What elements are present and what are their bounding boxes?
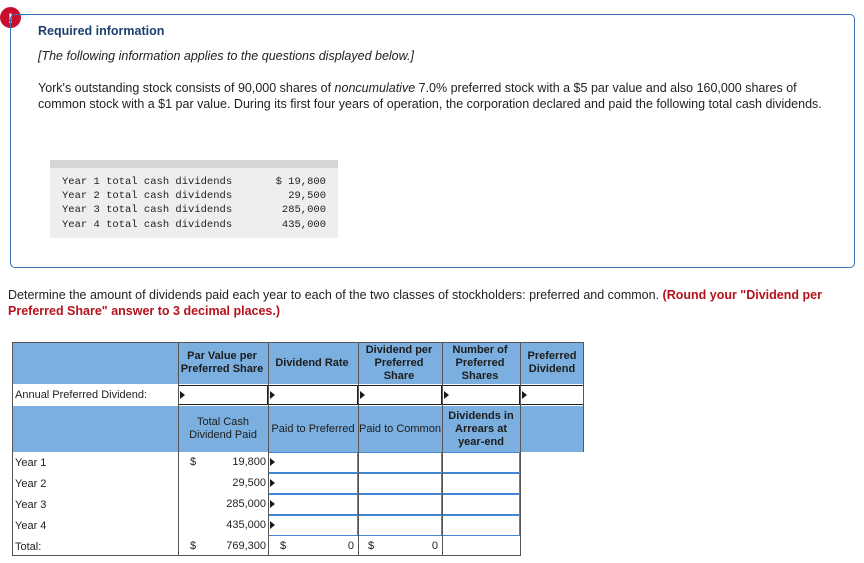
year-1-total: 19,800 [232, 456, 266, 468]
header-paid-preferred: Paid to Preferred [271, 422, 355, 435]
dividend-per-share-input[interactable] [358, 385, 442, 405]
problem-paragraph [38, 81, 823, 112]
year-1-arrears-input[interactable] [442, 452, 520, 473]
year-4-label: Year 4 [15, 519, 47, 532]
input-marker-icon [270, 500, 275, 508]
required-info-title: Required information [38, 24, 165, 38]
year-3-total: 285,000 [226, 498, 266, 510]
question-text [8, 288, 848, 319]
dividend-amount: 29,500 [288, 190, 326, 203]
common-total: 0 [431, 540, 438, 552]
dividend-row [50, 189, 338, 203]
grand-total: 769,300 [226, 540, 266, 552]
header-preferred-dividend: Preferred Dividend [527, 350, 577, 375]
dividend-rate-input[interactable] [268, 385, 358, 405]
header-par-value: Par Value per Preferred Share [180, 350, 264, 375]
info-note: [The following information applies to the questions displayed below.] [38, 49, 414, 63]
grid-line [583, 342, 584, 452]
input-marker-icon [180, 391, 185, 399]
dividend-amount: 285,000 [281, 204, 326, 217]
grid-line [520, 342, 521, 556]
preferred-dividend-input[interactable] [520, 385, 584, 405]
year-2-paid-preferred-input[interactable] [268, 473, 358, 494]
dividend-amount: $ 19,800 [275, 176, 326, 188]
dividend-row [50, 175, 338, 189]
dividend-label: Year 1 total cash dividends [62, 176, 233, 188]
year-2-arrears-input[interactable] [442, 473, 520, 494]
year-2-paid-common-input[interactable] [358, 473, 442, 494]
dividend-worksheet [12, 342, 584, 556]
grid-line [12, 555, 520, 556]
paragraph-text: 7.0% preferred stock with a $5 par value and also 160,000 shares of common stock with a $1 par value. During its first four years of operation, the corporation declared and paid the following total cash dividends. [38, 81, 822, 111]
header-paid-common: Paid to Common [359, 422, 441, 435]
cash-dividends-table [50, 160, 338, 238]
grid-line [268, 342, 269, 556]
year-3-paid-preferred-input[interactable] [268, 494, 358, 515]
paragraph-text: York's outstanding stock consists of 90,000 shares of [38, 81, 335, 95]
total-label: Total: [15, 540, 42, 553]
dividend-label: Year 2 total cash dividends [62, 190, 233, 203]
input-marker-icon [360, 391, 365, 399]
header-dividend-per-share: Dividend per Preferred Share [365, 343, 433, 382]
alert-icon: ! [0, 7, 21, 28]
year-1-paid-common-input[interactable] [358, 452, 442, 473]
header-number-of-shares: Number of Preferred Shares [452, 343, 508, 382]
input-marker-icon [522, 391, 527, 399]
grid-line [442, 342, 443, 556]
dividend-label: Year 4 total cash dividends [62, 218, 233, 231]
year-2-label: Year 2 [15, 477, 47, 490]
currency-symbol: $ [368, 540, 375, 552]
header-arrears: Dividends in Arrears at year-end [448, 409, 514, 448]
header-total-cash: Total Cash Dividend Paid [189, 416, 257, 441]
year-4-total: 435,000 [226, 519, 266, 531]
par-value-input[interactable] [178, 385, 268, 405]
grid-line [12, 342, 13, 556]
year-3-paid-common-input[interactable] [358, 494, 442, 515]
year-3-arrears-input[interactable] [442, 494, 520, 515]
year-4-paid-common-input[interactable] [358, 515, 442, 536]
number-of-shares-input[interactable] [442, 385, 520, 405]
input-marker-icon [270, 458, 275, 466]
currency-symbol: $ [280, 540, 287, 552]
input-marker-icon [270, 479, 275, 487]
grid-line [358, 342, 359, 556]
year-4-paid-preferred-input[interactable] [268, 515, 358, 536]
currency-symbol: $ [190, 456, 197, 468]
dividend-row [50, 218, 338, 232]
year-2-total: 29,500 [232, 477, 266, 489]
annual-preferred-label: Annual Preferred Dividend: [15, 389, 148, 401]
input-marker-icon [444, 391, 449, 399]
input-marker-icon [270, 391, 275, 399]
dividend-label: Year 3 total cash dividends [62, 204, 233, 217]
input-marker-icon [270, 521, 275, 529]
question-body: Determine the amount of dividends paid each year to each of the two classes of stockholders: preferred and common. [8, 288, 663, 302]
header-dividend-rate: Dividend Rate [275, 356, 349, 369]
dividend-amount: 435,000 [281, 218, 326, 231]
year-4-arrears-input[interactable] [442, 515, 520, 536]
noncumulative-emphasis: noncumulative [334, 81, 416, 95]
dividend-row [50, 203, 338, 217]
grid-line [178, 342, 179, 556]
year-3-label: Year 3 [15, 498, 47, 511]
rounding-hint: (Round your "Dividend per Preferred Share" answer to 3 decimal places.) [8, 288, 822, 318]
currency-symbol: $ [190, 540, 197, 552]
year-1-label: Year 1 [15, 456, 47, 469]
grid-line [12, 342, 584, 343]
year-1-paid-preferred-input[interactable] [268, 452, 358, 473]
preferred-total: 0 [347, 540, 354, 552]
